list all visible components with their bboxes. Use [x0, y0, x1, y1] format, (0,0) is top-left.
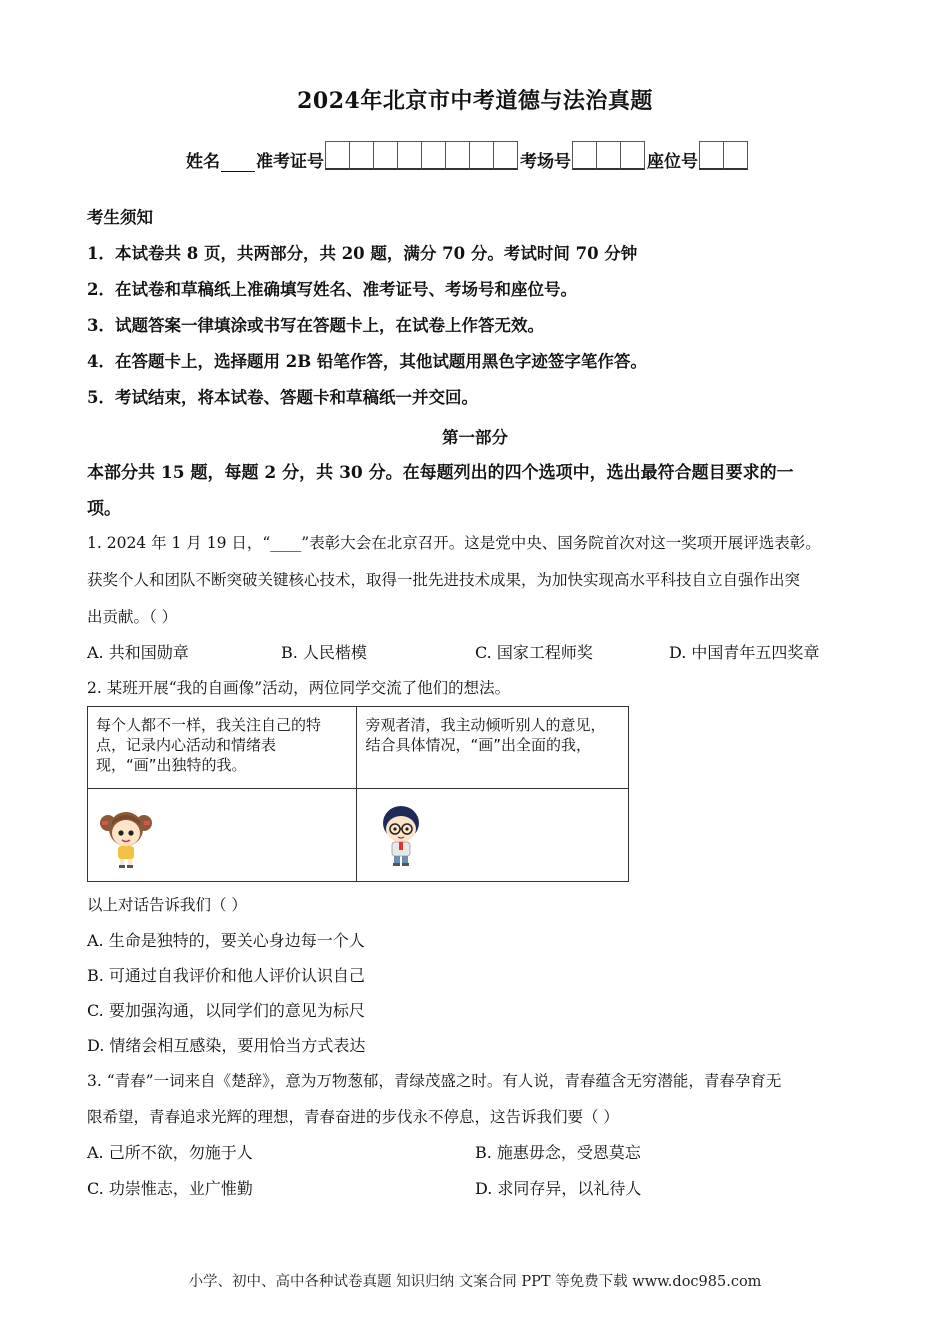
- q2-option-c[interactable]: C. 要加强沟通，以同学们的意见为标尺: [87, 1001, 365, 1020]
- exam-id-box[interactable]: [469, 141, 494, 170]
- q2-dialogue-table: [87, 706, 629, 882]
- q2-girl-cell: [88, 789, 357, 882]
- room-box[interactable]: [620, 141, 645, 170]
- notice-heading: 考生须知: [87, 208, 153, 227]
- q3-option-d[interactable]: D. 求同存异，以礼待人: [475, 1179, 642, 1198]
- boy-cartoon-icon: [371, 799, 431, 871]
- q1-stem: 获奖个人和团队不断突破关键核心技术，取得一批先进技术成果，为加快实现高水平科技自立自强作出突: [87, 571, 801, 589]
- room-boxes[interactable]: [573, 141, 645, 169]
- room-box[interactable]: [596, 141, 621, 170]
- part1-intro: 项。: [87, 499, 121, 519]
- notice-item: 5．考试结束，将本试卷、答题卡和草稿纸一并交回。: [87, 388, 478, 407]
- q2-option-d[interactable]: D. 情绪会相互感染，要用恰当方式表达: [87, 1036, 366, 1055]
- exam-id-box[interactable]: [445, 141, 470, 170]
- exam-id-label: 准考证号: [256, 152, 324, 172]
- q1-stem: 1. 2024 年 1 月 19 日，“____”表彰大会在北京召开。这是党中央、国务院首次对这一奖项开展评选表彰。: [87, 534, 821, 552]
- name-blank[interactable]: [221, 153, 255, 172]
- q3-option-b[interactable]: B. 施惠毋念，受恩莫忘: [475, 1143, 641, 1162]
- q3-stem: 3. “青春”一词来自《楚辞》，意为万物葱郁，青绿茂盛之时。有人说，青春蕴含无穷潜能，青春孕育无: [87, 1072, 782, 1090]
- notice-item: 1．本试卷共 8 页，共两部分，共 20 题，满分 70 分。考试时间 70 分钟: [87, 244, 638, 263]
- q1-option-a[interactable]: A. 共和国勋章: [87, 643, 189, 662]
- page-footer: 小学、初中、高中各种试卷真题 知识归纳 文案合同 PPT 等免费下载 www.doc985.com: [188, 1274, 762, 1290]
- part1-heading: 第一部分: [442, 428, 508, 447]
- exam-id-box[interactable]: [373, 141, 398, 170]
- room-box[interactable]: [572, 141, 597, 170]
- page-title: 2024年北京市中考道德与法治真题: [297, 88, 653, 114]
- q2-option-b[interactable]: B. 可通过自我评价和他人评价认识自己: [87, 966, 365, 985]
- girl-cartoon-icon: [96, 803, 156, 873]
- q2-right-text: 旁观者清，我主动倾听别人的意见，结合具体情况，“画”出全面的我，: [357, 707, 629, 789]
- notice-item: 4．在答题卡上，选择题用 2B 铅笔作答，其他试题用黑色字迹签字笔作答。: [87, 352, 647, 371]
- q2-option-a[interactable]: A. 生命是独特的，要关心身边每一个人: [87, 931, 365, 950]
- seat-box[interactable]: [723, 141, 748, 170]
- seat-label: 座位号: [647, 152, 698, 172]
- name-label: 姓名: [186, 152, 220, 172]
- exam-id-box[interactable]: [421, 141, 446, 170]
- q1-option-c[interactable]: C. 国家工程师奖: [475, 643, 593, 662]
- exam-id-boxes[interactable]: [326, 141, 518, 169]
- q2-stem: 2. 某班开展“我的自画像”活动，两位同学交流了他们的想法。: [87, 679, 511, 697]
- exam-id-box[interactable]: [349, 141, 374, 170]
- q1-option-b[interactable]: B. 人民楷模: [281, 643, 367, 662]
- q2-question: 以上对话告诉我们（ ）: [87, 896, 247, 914]
- q3-stem: 限希望，青春追求光辉的理想，青春奋进的步伐永不停息，这告诉我们要（ ）: [87, 1108, 619, 1126]
- exam-id-box[interactable]: [493, 141, 518, 170]
- q2-left-text: 每个人都不一样，我关注自己的特点，记录内心活动和情绪表现，“画”出独特的我。: [88, 707, 357, 789]
- seat-box[interactable]: [699, 141, 724, 170]
- room-label: 考场号: [520, 152, 571, 172]
- notice-item: 2．在试卷和草稿纸上准确填写姓名、准考证号、考场号和座位号。: [87, 280, 577, 299]
- q3-option-a[interactable]: A. 己所不欲，勿施于人: [87, 1143, 253, 1162]
- notice-item: 3．试题答案一律填涂或书写在答题卡上，在试卷上作答无效。: [87, 316, 544, 335]
- q1-stem: 出贡献。（ ）: [87, 608, 178, 626]
- seat-boxes[interactable]: [700, 141, 748, 169]
- candidate-info-line: [186, 140, 750, 172]
- q3-option-c[interactable]: C. 功崇惟志，业广惟勤: [87, 1179, 253, 1198]
- q1-option-d[interactable]: D. 中国青年五四奖章: [669, 643, 820, 662]
- exam-id-box[interactable]: [397, 141, 422, 170]
- q2-boy-cell: [357, 789, 629, 882]
- exam-id-box[interactable]: [325, 141, 350, 170]
- part1-intro: 本部分共 15 题，每题 2 分，共 30 分。在每题列出的四个选项中，选出最符合题目要求的一: [87, 463, 794, 483]
